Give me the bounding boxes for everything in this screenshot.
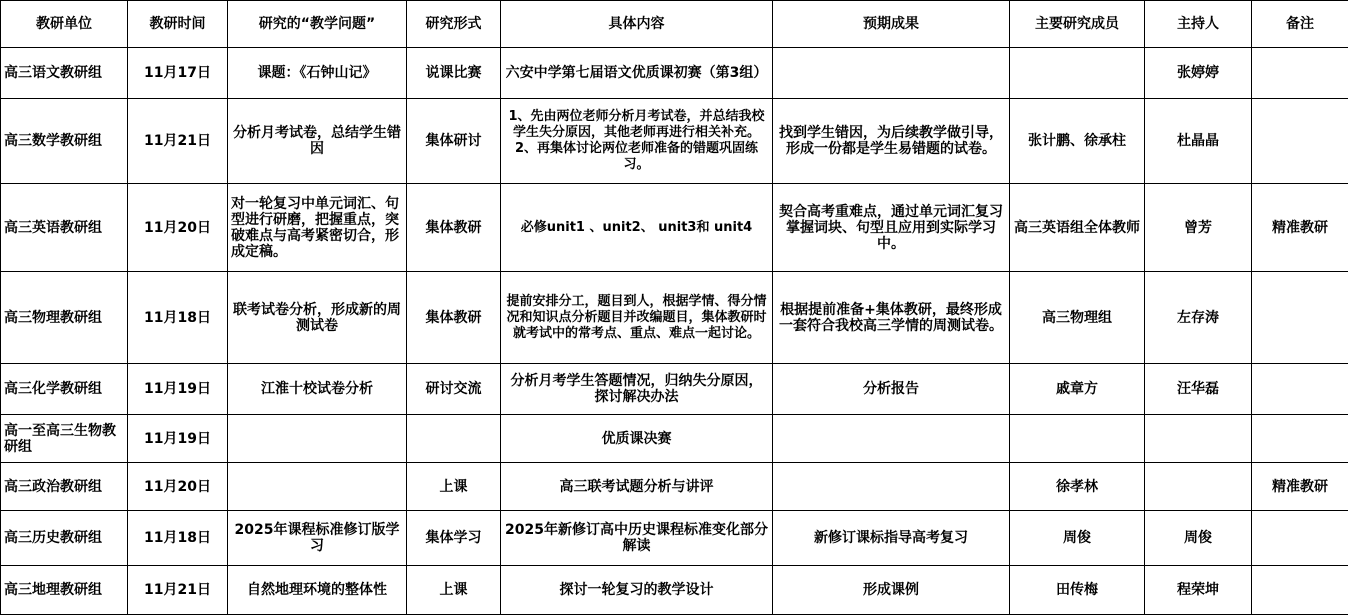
problem-cell: 2025年课程标准修订版学习 [228,511,407,566]
note-cell [1252,364,1348,415]
form-cell: 集体学习 [407,511,501,566]
header-form: 研究形式 [407,1,501,48]
form-cell: 集体教研 [407,184,501,272]
host-cell: 汪华磊 [1145,364,1252,415]
outcome-cell: 找到学生错因，为后续教学做引导，形成一份都是学生易错题的试卷。 [773,99,1010,184]
date-cell: 11月18日 [128,511,228,566]
problem-cell: 对一轮复习中单元词汇、句型进行研磨，把握重点，突破难点与高考紧密切合，形成定稿。 [228,184,407,272]
unit-cell: 高三政治教研组 [1,463,128,511]
header-unit: 教研单位 [1,1,128,48]
form-cell: 集体教研 [407,272,501,364]
header-row [1,1,1348,48]
outcome-cell [773,415,1010,463]
unit-cell: 高三语文教研组 [1,48,128,99]
outcome-cell [773,463,1010,511]
table-row [1,184,1348,272]
form-cell: 说课比赛 [407,48,501,99]
date-cell: 11月20日 [128,184,228,272]
table-row [1,48,1348,99]
outcome-cell: 分析报告 [773,364,1010,415]
note-cell [1252,415,1348,463]
note-cell [1252,272,1348,364]
members-cell: 戚章方 [1010,364,1145,415]
members-cell: 高三物理组 [1010,272,1145,364]
table-row [1,415,1348,463]
unit-cell: 高三物理教研组 [1,272,128,364]
note-cell: 精准教研 [1252,463,1348,511]
problem-cell [228,463,407,511]
problem-cell: 联考试卷分析，形成新的周测试卷 [228,272,407,364]
header-host: 主持人 [1145,1,1252,48]
date-cell: 11月19日 [128,415,228,463]
problem-cell: 课题：《石钟山记》 [228,48,407,99]
header-members: 主要研究成员 [1010,1,1145,48]
members-cell [1010,415,1145,463]
form-cell: 集体研讨 [407,99,501,184]
content-cell: 六安中学第七届语文优质课初赛（第3组） [501,48,773,99]
content-cell: 高三联考试题分析与讲评 [501,463,773,511]
members-cell: 张计鹏、徐承柱 [1010,99,1145,184]
form-cell [407,415,501,463]
table-row [1,99,1348,184]
form-cell: 上课 [407,566,501,615]
problem-cell [228,415,407,463]
header-content: 具体内容 [501,1,773,48]
outcome-cell: 新修订课标指导高考复习 [773,511,1010,566]
header-note: 备注 [1252,1,1348,48]
problem-cell: 自然地理环境的整体性 [228,566,407,615]
unit-cell: 高三数学教研组 [1,99,128,184]
note-cell [1252,48,1348,99]
host-cell: 曾芳 [1145,184,1252,272]
note-cell [1252,511,1348,566]
unit-cell: 高三英语教研组 [1,184,128,272]
host-cell: 左存涛 [1145,272,1252,364]
date-cell: 11月19日 [128,364,228,415]
content-cell: 提前安排分工，题目到人，根据学情、得分情况和知识点分析题目并改编题目，集体教研时就考试中的常考点、重点、难点一起讨论。 [501,272,773,364]
header-date: 教研时间 [128,1,228,48]
content-cell: 优质课决赛 [501,415,773,463]
form-cell: 研讨交流 [407,364,501,415]
date-cell: 11月17日 [128,48,228,99]
content-cell: 探讨一轮复习的教学设计 [501,566,773,615]
unit-cell: 高三化学教研组 [1,364,128,415]
date-cell: 11月21日 [128,566,228,615]
outcome-cell: 契合高考重难点，通过单元词汇复习掌握词块、句型且应用到实际学习中。 [773,184,1010,272]
content-cell: 2025年新修订高中历史课程标准变化部分解读 [501,511,773,566]
host-cell: 杜晶晶 [1145,99,1252,184]
note-cell: 精准教研 [1252,184,1348,272]
note-cell [1252,99,1348,184]
outcome-cell: 形成课例 [773,566,1010,615]
members-cell: 田传梅 [1010,566,1145,615]
members-cell [1010,48,1145,99]
date-cell: 11月18日 [128,272,228,364]
problem-cell: 分析月考试卷，总结学生错因 [228,99,407,184]
members-cell: 周俊 [1010,511,1145,566]
table-row [1,511,1348,566]
host-cell [1145,463,1252,511]
table-row [1,272,1348,364]
members-cell: 高三英语组全体教师 [1010,184,1145,272]
table-row [1,566,1348,615]
table-row [1,364,1348,415]
content-cell: 分析月考学生答题情况，归纳失分原因，探讨解决办法 [501,364,773,415]
problem-cell: 江淮十校试卷分析 [228,364,407,415]
form-cell: 上课 [407,463,501,511]
host-cell: 张婷婷 [1145,48,1252,99]
unit-cell: 高三地理教研组 [1,566,128,615]
host-cell [1145,415,1252,463]
outcome-cell: 根据提前准备+集体教研，最终形成一套符合我校高三学情的周测试卷。 [773,272,1010,364]
content-cell: 1、先由两位老师分析月考试卷，并总结我校学生失分原因，其他老师再进行相关补充。 2、再集体讨论两位老师准备的错题巩固练习。 [501,99,773,184]
host-cell: 周俊 [1145,511,1252,566]
unit-cell: 高一至高三生物教研组 [1,415,128,463]
content-cell: 必修unit1 、unit2、 unit3和 unit4 [501,184,773,272]
table-row [1,463,1348,511]
header-outcome: 预期成果 [773,1,1010,48]
date-cell: 11月20日 [128,463,228,511]
unit-cell: 高三历史教研组 [1,511,128,566]
note-cell [1252,566,1348,615]
host-cell: 程荣坤 [1145,566,1252,615]
date-cell: 11月21日 [128,99,228,184]
outcome-cell [773,48,1010,99]
header-problem: 研究的“教学问题” [228,1,407,48]
members-cell: 徐孝林 [1010,463,1145,511]
